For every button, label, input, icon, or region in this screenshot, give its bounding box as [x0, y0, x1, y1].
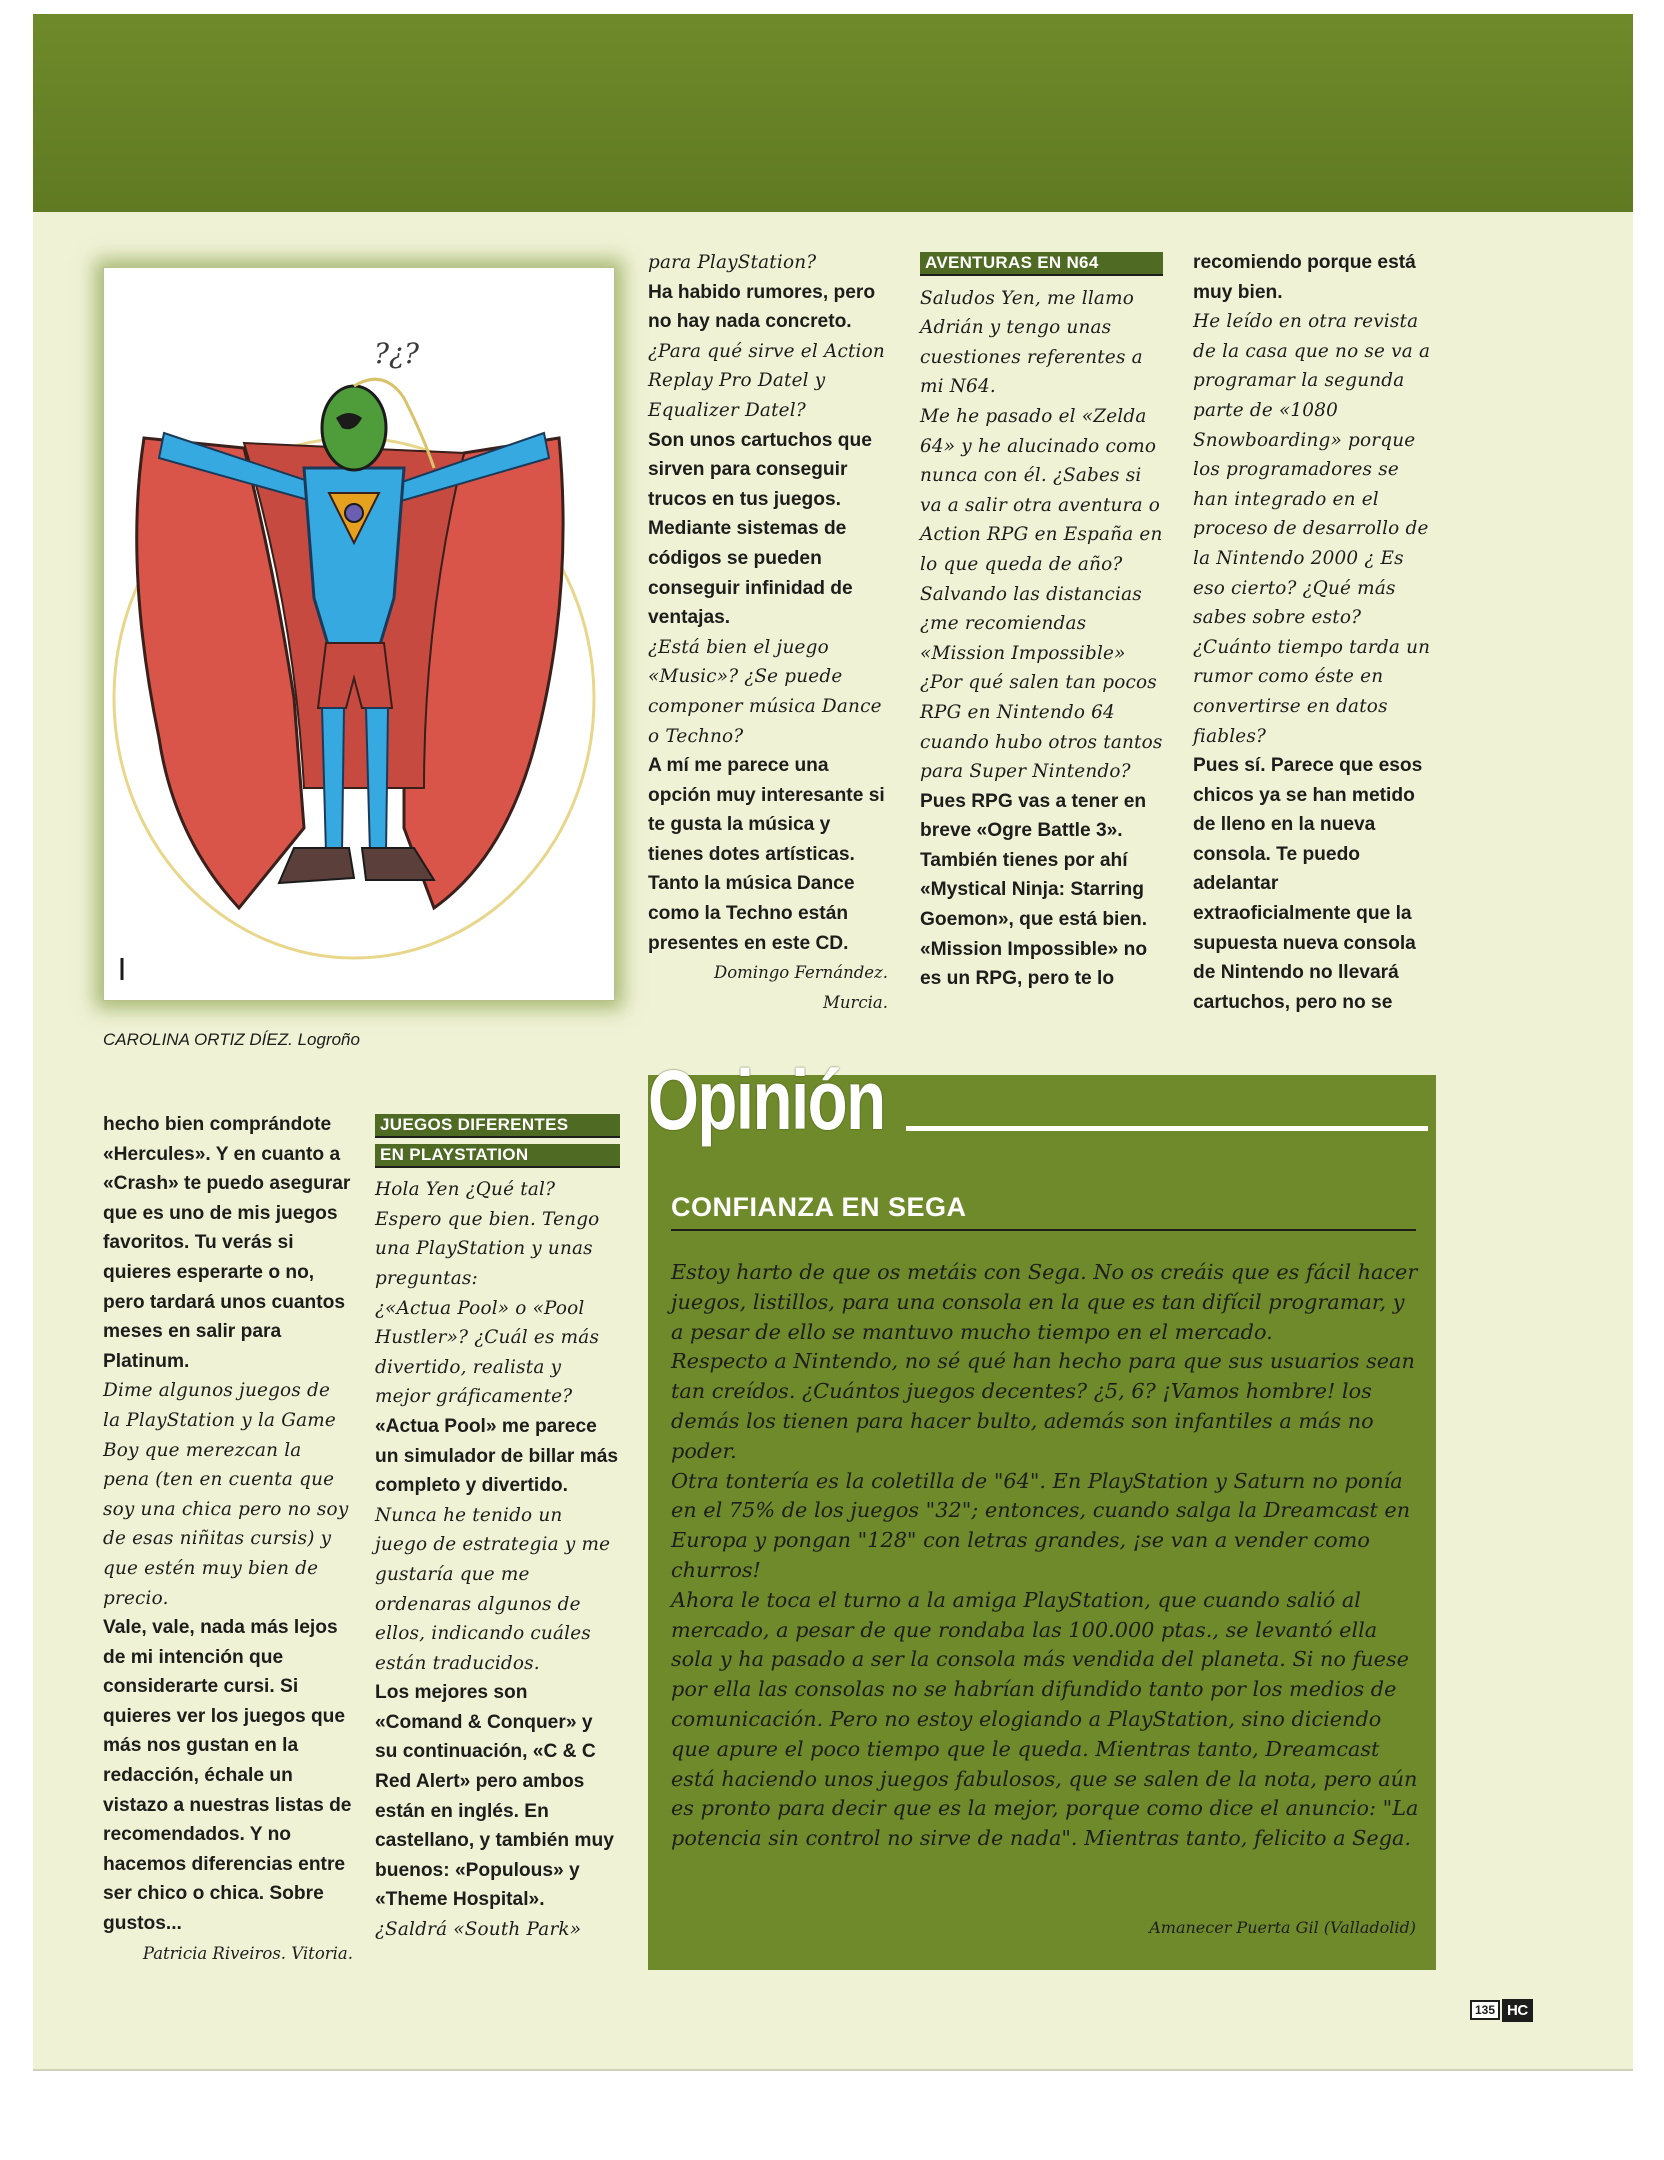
column-paragraphs	[920, 284, 1163, 994]
column-paragraphs	[103, 1110, 353, 1939]
left-leg	[322, 708, 344, 853]
editor-answer: Los mejores son «Comand & Conquer» y su continuación, «C & C Red Alert» pero ambos están en inglés. En castellano, y también muy buenos: «Populous» y «Theme Hospital».	[375, 1682, 614, 1911]
reader-question: ¿Para qué sirve el Action Replay Pro Datel y Equalizer Datel?	[648, 340, 885, 421]
editor-answer: «Actua Pool» me parece un simulador de billar más completo y divertido.	[375, 1415, 619, 1497]
reader-question: Nunca he tenido un juego de estrategia y me gustaría que me ordenaras algunos de ellos, indicando cuáles están traducidos.	[375, 1504, 611, 1674]
question-marks: ?¿?	[374, 337, 420, 370]
reader-question: para PlayStation?	[648, 252, 817, 273]
letters-column-top-3	[1193, 248, 1431, 1017]
reader-question: ¿Por qué salen tan pocos RPG en Nintendo 64 cuando hubo otros tantos para Super Nintendo?	[920, 672, 1163, 783]
reader-question: Hola Yen ¿Qué tal? Espero que bien. Tengo una PlayStation y unas preguntas:	[375, 1179, 600, 1289]
section-header-juegos-diferentes: JUEGOS DIFERENTES	[375, 1114, 620, 1138]
column-paragraphs	[1193, 248, 1431, 1017]
opinion-paragraph: Ahora le toca el turno a la amiga PlayStation, que cuando salió al mercado, a pesar de que rondaba las 100.000 ptas., se levantó ella sola y ha pasado a ser la consola más vendida del planeta. Si no fuese por ella las consolas no se habrían difundido tanto por los medios de comunicación. Pero no estoy elogiando a PlayStation, sino diciendo que apure el poco tiempo que le queda. Mientras tanto, Dreamcast está haciendo unos juegos fabulosos, que se salen de la nota, pero aún es pronto para decir que es la mejor, porque como dice el anuncio: "La potencia sin control no sirve de nada". Mientras tanto, felicito a Sega.	[671, 1587, 1419, 1851]
opinion-paragraph: Otra tontería es la coletilla de "64". En PlayStation y Saturn no ponía en el 75% de los juegos "32"; entonces, cuando salga la Dreamcast en Europa y pongan "128" con letras grandes, ¡se van a vender como churros!	[671, 1468, 1411, 1582]
opinion-title: Opinión	[648, 1053, 885, 1147]
editor-answer: Ha habido rumores, pero no hay nada concreto.	[648, 281, 876, 333]
editor-answer: Pues RPG vas a tener en breve «Ogre Battle 3». También tienes por ahí «Mystical Ninja: Starring Goemon», que está bien. «Mission Impossible» no es un RPG, pero te lo	[920, 790, 1148, 990]
alien-head	[322, 386, 386, 470]
illustration-caption: CAROLINA ORTIZ DÍEZ. Logroño	[103, 1030, 360, 1049]
opinion-title-rule	[906, 1126, 1428, 1131]
opinion-paragraph: Respecto a Nintendo, no sé qué han hecho para que sus usuarios sean tan creídos. ¿Cuántos juegos decentes? ¿5, 6? ¡Vamos hombre! los demás los tienen para hacer bulto, además son infantiles a más no poder.	[671, 1349, 1415, 1463]
page-number-badge	[1470, 1996, 1533, 2024]
editor-answer: Son unos cartuchos que sirven para conseguir trucos en tus juegos. Mediante sistemas de códigos se pueden conseguir infinidad de ventajas.	[648, 429, 872, 629]
opinion-heading: CONFIANZA EN SEGA	[671, 1192, 1416, 1231]
editor-answer: Vale, vale, nada más lejos de mi intención que considerarte cursi. Si quieres ver los juegos que más nos gustan en la redacción, échale un vistazo a nuestras listas de recomendados. Y no hacemos diferencias entre ser chico o chica. Sobre gustos...	[103, 1617, 352, 1935]
superhero-drawing	[104, 268, 614, 1000]
bottom-rule	[33, 2069, 1633, 2071]
editor-answer: recomiendo porque está muy bien.	[1193, 252, 1416, 303]
editor-answer: hecho bien comprándote «Hercules». Y en cuanto a «Crash» te puedo asegurar que es uno de mis juegos favoritos. Tu verás si quieres esperarte o no, pero tardará unos cuantos meses en salir para Platinum.	[103, 1114, 351, 1372]
magazine-logo: HC	[1502, 1999, 1533, 2022]
reader-question: He leído en otra revista de la casa que no se va a programar la segunda parte de «1080 Snowboarding» porque los programadores se han integrado en el proceso de desarrollo de la Nintendo 2000 ¿ Es eso cierto? ¿Qué más sabes sobre esto? ¿Cuánto tiempo tarda un rumor como éste en convertirse en datos fiables?	[1193, 311, 1431, 747]
emblem-eye	[345, 504, 363, 522]
column-paragraphs	[648, 248, 888, 958]
opinion-title-block	[648, 1053, 1436, 1147]
top-green-band	[33, 14, 1633, 212]
reader-illustration	[103, 267, 615, 1001]
reader-question: ¿Saldrá «South Park»	[375, 1919, 582, 1941]
left-foot	[279, 848, 354, 883]
letters-column-top-2	[920, 248, 1163, 994]
column-paragraphs	[375, 1175, 620, 1944]
section-header-en-playstation: EN PLAYSTATION	[375, 1144, 620, 1168]
letters-column-bottom-1	[103, 1110, 353, 1968]
letter-signature-name: Domingo Fernández.	[713, 963, 888, 983]
right-leg	[366, 708, 388, 853]
letter-signature-city: Murcia.	[822, 992, 888, 1012]
reader-question: Saludos Yen, me llamo Adrián y tengo unas cuestiones referentes a mi N64.	[920, 287, 1143, 398]
section-header-aventuras-n64: AVENTURAS EN N64	[920, 252, 1163, 276]
reader-question: Dime algunos juegos de la PlayStation y la Game Boy que merezcan la pena (ten en cuenta que soy una chica pero no soy de esas niñitas cursis) y que estén muy bien de precio.	[103, 1380, 349, 1609]
letters-column-bottom-2	[375, 1110, 620, 1945]
letters-column-top-1	[648, 248, 888, 1017]
opinion-paragraph: Estoy harto de que os metáis con Sega. No os creáis que es fácil hacer juegos, listillos, para una consola en la que es tan difícil programar, y a pesar de ello se mantuvo mucho tiempo en el mercado.	[671, 1260, 1418, 1344]
opinion-body	[671, 1258, 1419, 1854]
reader-question: Me he pasado el «Zelda 64» y he alucinado como nunca con él. ¿Sabes si va a salir otra aventura o Action RPG en España en lo que queda de año? Salvando las distancias ¿me recomiendas «Mission Impossible»	[920, 405, 1163, 664]
reader-question: ¿Está bien el juego «Music»? ¿Se puede componer música Dance o Techno?	[648, 636, 882, 747]
letter-signature: Patricia Riveiros. Vitoria.	[142, 1943, 353, 1963]
editor-answer: A mí me parece una opción muy interesante si te gusta la música y tienes dotes artísticas. Tanto la música Dance como la Techno están presentes en este CD.	[648, 755, 885, 954]
editor-answer: Pues sí. Parece que esos chicos ya se han metido de lleno en la nueva consola. Te puedo adelantar extraoficialmente que la supuesta nueva consola de Nintendo no llevará cartuchos, pero no se	[1193, 755, 1423, 1013]
opinion-signature: Amanecer Puerta Gil (Valladolid)	[1149, 1918, 1416, 1937]
page-number: 135	[1470, 2000, 1500, 2020]
reader-question: ¿«Actua Pool» o «Pool Hustler»? ¿Cuál es más divertido, realista y mejor gráficamente?	[375, 1297, 600, 1408]
